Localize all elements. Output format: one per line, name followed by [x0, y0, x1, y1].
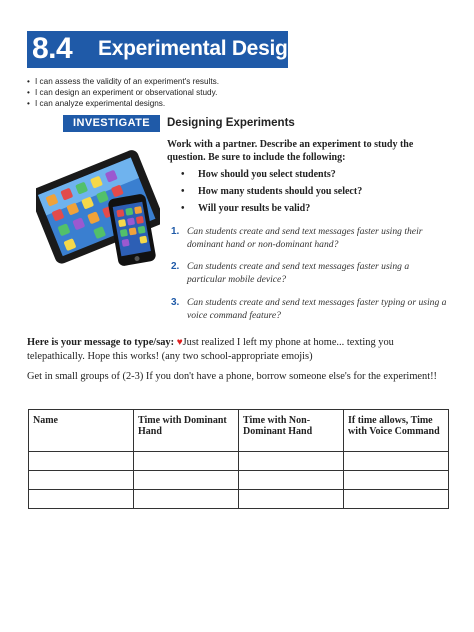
table-cell[interactable] [29, 490, 134, 509]
table-cell[interactable] [134, 490, 239, 509]
table-cell[interactable] [239, 452, 344, 471]
table-cell[interactable] [134, 452, 239, 471]
investigate-tag: INVESTIGATE [63, 115, 160, 132]
bullet-icon: • [27, 77, 30, 86]
question-text: Can students create and send text messages faster typing or using a voice command feature? [187, 297, 447, 321]
bullet-icon: • [181, 186, 185, 197]
groups-note: Get in small groups of (2-3) If you don't have a phone, borrow someone else's for the experiment!! [27, 371, 438, 382]
tablet-and-phone-illustration [36, 150, 160, 268]
message-label: Here is your message to type/say: [27, 337, 175, 348]
table-row [29, 471, 449, 490]
table-cell[interactable] [239, 471, 344, 490]
bullet-icon: • [181, 169, 185, 180]
list-item: • How many students should you select? [181, 186, 363, 197]
message-text: Just realized I left my phone at home... texting you telepathically. Hope this works! (any two school-appropriate emojis) [27, 337, 394, 362]
question-text: Can students create and send text messages faster using their dominant hand or non-dominant hand? [187, 226, 423, 250]
list-item: • Will your results be valid? [181, 203, 311, 214]
column-header-dominant: Time with Dominant Hand [134, 410, 239, 452]
objective-item: • I can assess the validity of an experiment's results. [27, 77, 220, 86]
table-cell[interactable] [134, 471, 239, 490]
table-cell[interactable] [239, 490, 344, 509]
table-cell[interactable] [344, 471, 449, 490]
table-cell[interactable] [344, 452, 449, 471]
table-cell[interactable] [29, 471, 134, 490]
column-header-non-dominant: Time with Non-Dominant Hand [239, 410, 344, 452]
column-header-name: Name [29, 410, 134, 452]
section-title: Experimental Design [98, 37, 301, 60]
message-block [27, 336, 447, 364]
column-header-voice: If time allows, Time with Voice Command [344, 410, 449, 452]
table-header-row [29, 410, 449, 452]
investigate-intro: Work with a partner. Describe an experiment to study the question. Be sure to include the following: [167, 139, 414, 163]
objective-item: • I can analyze experimental designs. [27, 99, 166, 108]
bullet-icon: • [27, 88, 30, 97]
question-number: 2. [171, 261, 180, 272]
bullet-icon: • [27, 99, 30, 108]
table-cell[interactable] [29, 452, 134, 471]
results-table [28, 409, 449, 509]
question-text: Can students create and send text messages faster using a particular mobile device? [187, 261, 410, 285]
table-cell[interactable] [344, 490, 449, 509]
question-number: 1. [171, 226, 180, 237]
table-row [29, 490, 449, 509]
table-row [29, 452, 449, 471]
section-number: 8.4 [32, 32, 73, 65]
list-item: • How should you select students? [181, 169, 336, 180]
objective-item: • I can design an experiment or observational study. [27, 88, 218, 97]
question-number: 3. [171, 297, 180, 308]
heart-icon: ♥ [176, 337, 183, 348]
investigate-title: Designing Experiments [167, 117, 295, 129]
bullet-icon: • [181, 203, 185, 214]
